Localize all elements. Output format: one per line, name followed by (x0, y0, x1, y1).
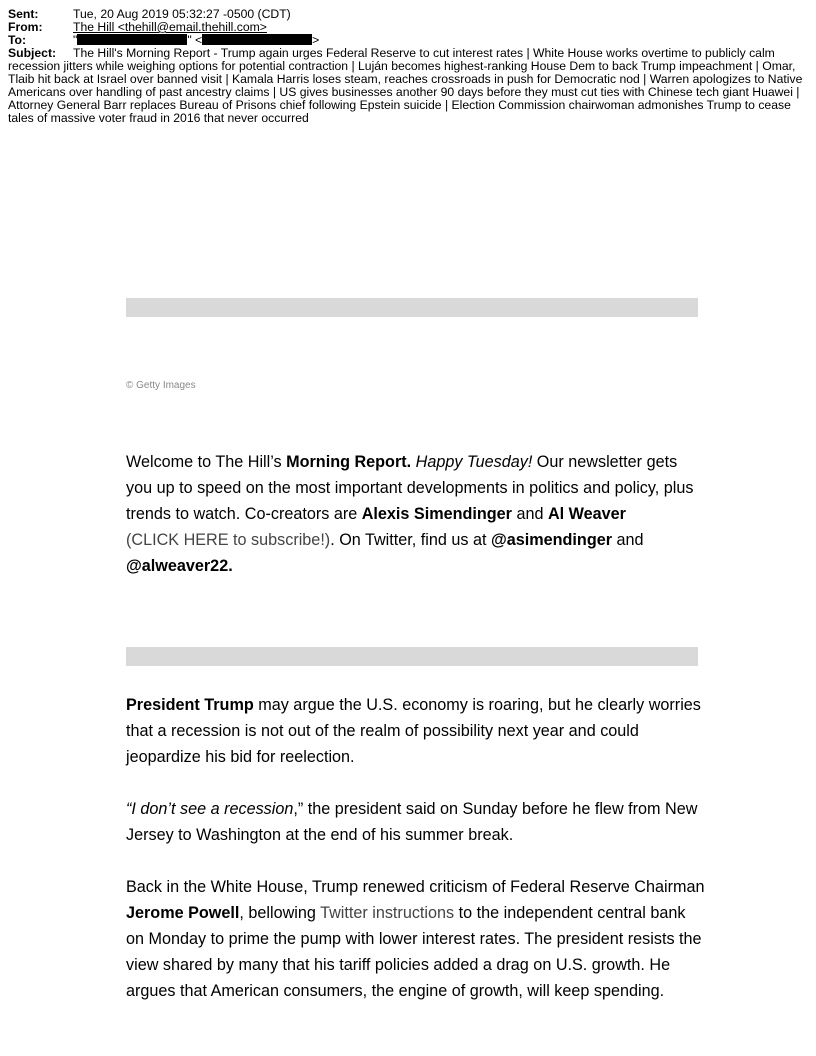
subject-row (8, 47, 808, 125)
author-al-weaver: Al Weaver (547, 505, 626, 523)
welcome-and-1: and (511, 505, 548, 523)
morning-report-bold: Morning Report. (286, 453, 412, 471)
from-row (8, 21, 808, 34)
to-quote-close: " < (187, 33, 203, 47)
redaction-name (77, 34, 187, 45)
welcome-paragraph (126, 449, 706, 579)
welcome-and-2: and (612, 531, 644, 549)
subscribe-link[interactable]: (CLICK HERE to subscribe!) (126, 531, 331, 549)
paragraph-3-text-3: to the independent central bank on Monday to prime the pump with lower interest rates. The president resists the view shared by many that his tariff policies added a drag on U.S. growth. He argues that American consumers, the engine of growth, will keep spending. (126, 904, 702, 1000)
jerome-powell-bold: Jerome Powell (126, 904, 240, 922)
paragraph-2-text: ,” the president said on Sunday before he flew from New Jersey to Washington at the end of his summer break. (126, 800, 698, 844)
paragraph-2 (126, 796, 706, 848)
quote-italic: “I don’t see a recession (126, 800, 294, 818)
paragraph-3-text-2: , bellowing (239, 904, 321, 922)
email-header (8, 8, 808, 125)
paragraph-3-text-1: Back in the White House, Trump renewed criticism of Federal Reserve Chairman (126, 878, 705, 896)
author-alexis: Alexis Simendinger (361, 505, 512, 523)
to-quote-open: " (73, 33, 78, 47)
welcome-text-2: Our newsletter gets you up to speed on the most important developments in politics and policy, plus trends to watch. Co-creators are (126, 453, 694, 523)
paragraph-1 (126, 692, 706, 770)
image-caption: © Getty Images (126, 380, 196, 391)
paragraph-1-text: may argue the U.S. economy is roaring, but he clearly worries that a recession is not out of the realm of possibility next year and could jeopardize his bid for reelection. (126, 696, 701, 766)
subject-value: The Hill's Morning Report - Trump again urges Federal Reserve to cut interest rates | White House works overtime to publicly calm recession jitters while weighing options for potential contraction | Luján becomes highest-ranking House Dem to back Trump impeachment | Omar, Tlaib hit back at Israel over banned visit | Kamala Harris loses steam, reaches crossroads in push for Democratic nod | Warren apologizes to Native Americans over handling of past ancestry claims | US gives businesses another 90 days before they must cut ties with Chinese tech giant Huawei | Attorney General Barr replaces Bureau of Prisons chief following Epstein suicide | Election Commission chairwoman admonishes Trump to cease tales of massive voter fraud in 2016 that never occurred (8, 46, 803, 125)
to-label: To: (8, 33, 27, 47)
twitter-instructions-link[interactable]: Twitter instructions (320, 904, 455, 922)
to-bracket-close: > (312, 33, 320, 47)
from-value[interactable]: The Hill <thehill@email.thehill.com> (73, 20, 267, 34)
president-trump-bold: President Trump (126, 696, 254, 714)
redaction-email (202, 34, 312, 45)
image-placeholder-bottom (126, 647, 698, 666)
sent-value: Tue, 20 Aug 2019 05:32:27 -0500 (CDT) (73, 7, 291, 21)
image-placeholder-top (126, 298, 698, 317)
twitter-handle-alweaver22[interactable]: @alweaver22. (126, 557, 233, 575)
paragraph-3 (126, 874, 706, 1004)
welcome-text-3: . On Twitter, find us at (330, 531, 491, 549)
happy-tuesday-italic: Happy Tuesday! (415, 453, 533, 471)
sent-label: Sent: (8, 7, 39, 21)
subject-label: Subject: (8, 46, 57, 60)
twitter-handle-asimendinger[interactable]: @asimendinger (490, 531, 613, 549)
welcome-text-1: Welcome to The Hill’s (126, 453, 287, 471)
from-label: From: (8, 20, 43, 34)
